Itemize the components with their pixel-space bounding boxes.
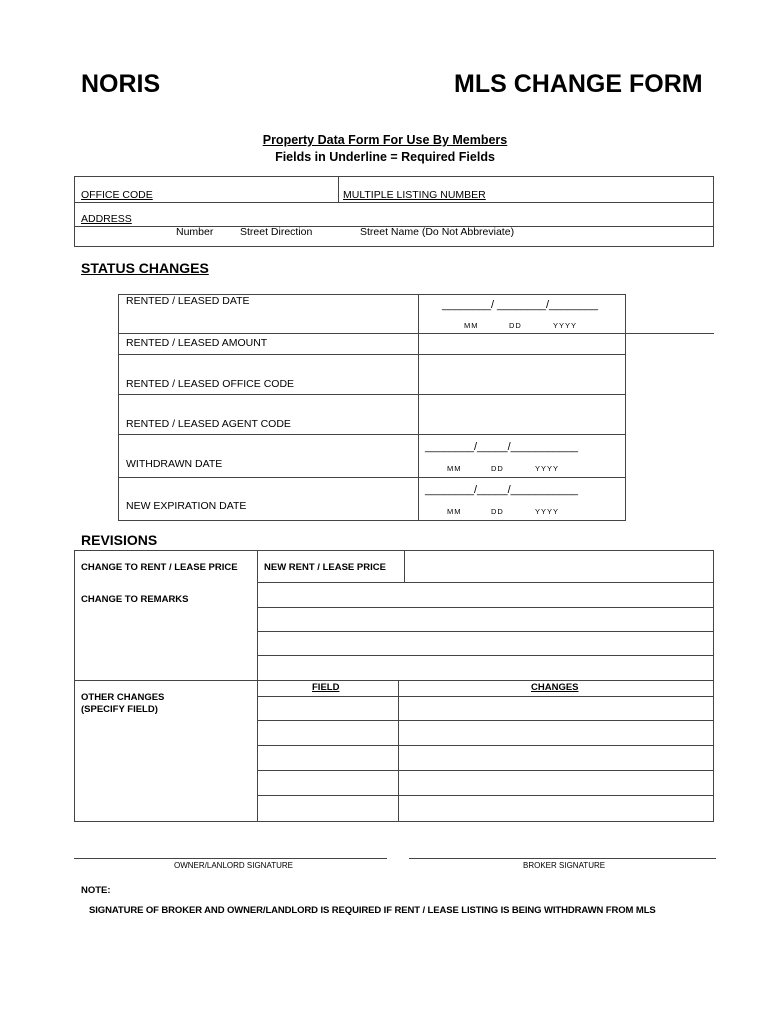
broker-signature-label: BROKER SIGNATURE xyxy=(523,861,606,870)
change-remarks-label: CHANGE TO REMARKS xyxy=(81,594,189,605)
office-code-label[interactable]: OFFICE CODE xyxy=(81,189,153,201)
change-price-label: CHANGE TO RENT / LEASE PRICE xyxy=(81,562,238,573)
note-label: NOTE: xyxy=(81,885,111,896)
revisions-table xyxy=(74,550,714,822)
dd-label: DD xyxy=(491,507,504,516)
rented-agent-label: RENTED / LEASED AGENT CODE xyxy=(126,418,291,430)
owner-signature-label: OWNER/LANLORD SIGNATURE xyxy=(174,861,293,870)
new-expiration-label: NEW EXPIRATION DATE xyxy=(126,500,247,512)
rented-amount-label: RENTED / LEASED AMOUNT xyxy=(126,337,268,349)
rented-office-label: RENTED / LEASED OFFICE CODE xyxy=(126,378,295,390)
mm-label: MM xyxy=(447,464,462,473)
new-expiration-field[interactable]: ________/_____/___________ xyxy=(425,484,578,496)
number-label: Number xyxy=(176,226,214,238)
yyyy-label: YYYY xyxy=(535,464,560,473)
street-name-label: Street Name (Do Not Abbreviate) xyxy=(360,226,515,238)
mls-number-label[interactable]: MULTIPLE LISTING NUMBER xyxy=(343,189,486,201)
rented-date-field[interactable]: ________/ ________/________ xyxy=(442,299,598,311)
required-note: Fields in Underline = Required Fields xyxy=(275,150,495,164)
status-changes-heading: STATUS CHANGES xyxy=(81,260,209,276)
withdrawn-date-label: WITHDRAWN DATE xyxy=(126,458,223,470)
changes-column-header: CHANGES xyxy=(531,682,579,693)
dd-label: DD xyxy=(509,321,522,330)
field-column-header: FIELD xyxy=(312,682,340,693)
rented-date-label: RENTED / LEASED DATE xyxy=(126,295,250,307)
note-text: SIGNATURE OF BROKER AND OWNER/LANDLORD IS REQUIRED IF RENT / LEASE LISTING IS BEING WITHDRAWN FROM MLS xyxy=(89,905,656,916)
form-subtitle: Property Data Form For Use By Members xyxy=(262,133,508,147)
mm-label: MM xyxy=(447,507,462,516)
yyyy-label: YYYY xyxy=(553,321,578,330)
new-price-label: NEW RENT / LEASE PRICE xyxy=(264,562,386,573)
mm-label: MM xyxy=(464,321,479,330)
form-title: MLS CHANGE FORM xyxy=(454,70,703,98)
dd-label: DD xyxy=(491,464,504,473)
other-changes-label: OTHER CHANGES xyxy=(81,692,165,703)
yyyy-label: YYYY xyxy=(535,507,560,516)
withdrawn-date-field[interactable]: ________/_____/___________ xyxy=(425,441,578,453)
revisions-heading: REVISIONS xyxy=(81,532,158,548)
org-name: NORIS xyxy=(81,70,161,98)
address-label[interactable]: ADDRESS xyxy=(81,213,132,225)
specify-field-label: (SPECIFY FIELD) xyxy=(81,704,158,715)
street-direction-label: Street Direction xyxy=(240,226,313,238)
